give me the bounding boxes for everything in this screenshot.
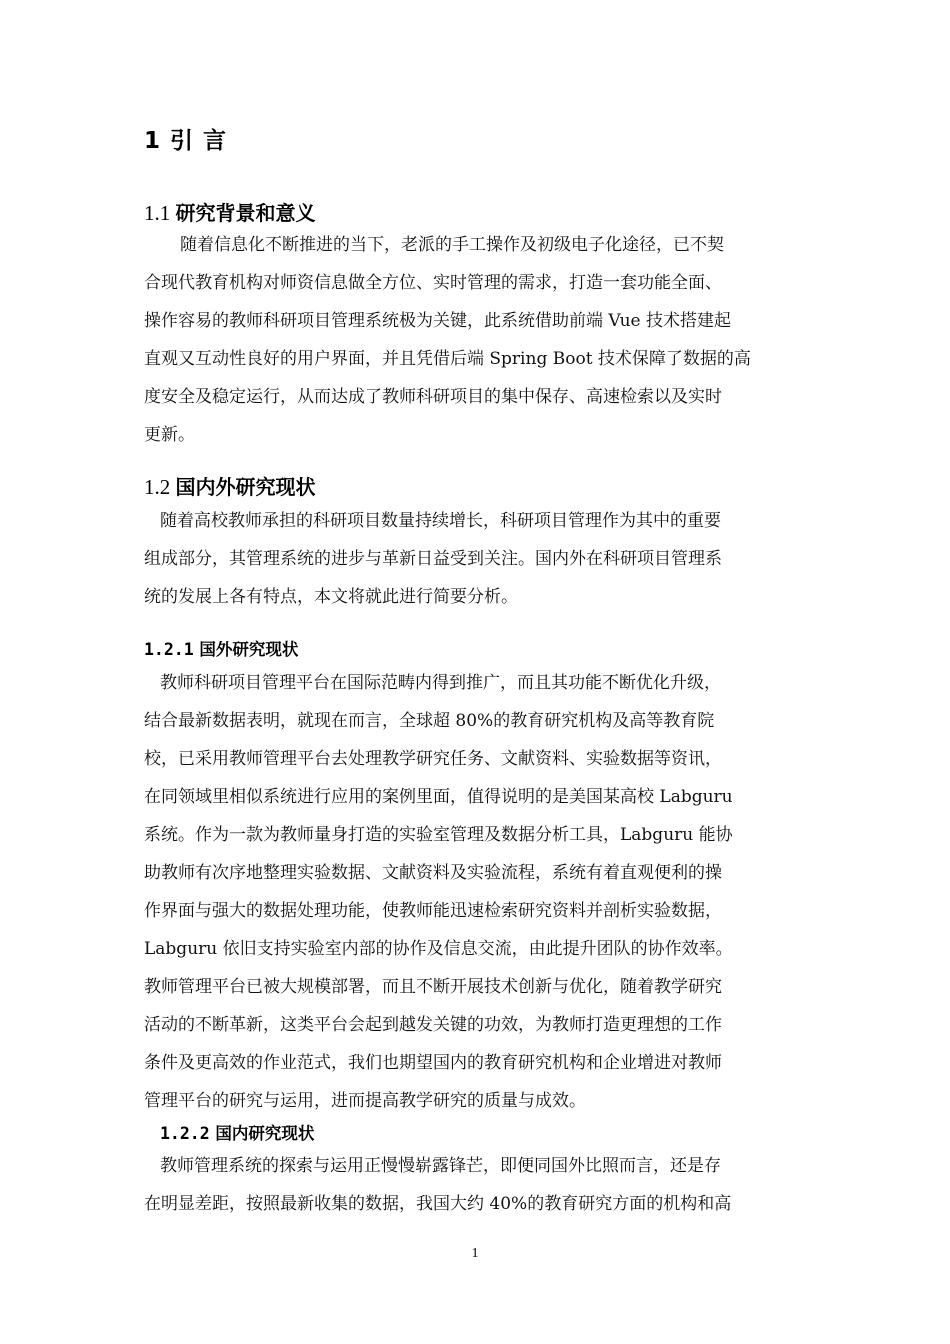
page-number: 1 <box>471 1246 479 1261</box>
text-line: 系统。作为一款为教师量身打造的实验室管理及数据分析工具，Labguru 能协 <box>144 825 733 845</box>
text-line: 统的发展上各有特点，本文将就此进行简要分析。 <box>144 587 518 607</box>
section-title: 研究背景和意义 <box>175 201 316 225</box>
text-line: 随着信息化不断推进的当下，老派的手工操作及初级电子化途径，已不契 <box>180 235 724 255</box>
text-line: 结合最新数据表明，就现在而言，全球超 80%的教育研究机构及高等教育院 <box>144 711 715 731</box>
section-title: 国内外研究现状 <box>175 475 316 499</box>
chapter-title: 1 引 言 <box>144 128 228 154</box>
text-line: 作界面与强大的数据处理功能，使教师能迅速检索研究资料并剖析实验数据， <box>144 901 722 921</box>
paragraph-domestic-status <box>144 1147 808 1223</box>
section-heading-1-2 <box>144 471 316 500</box>
subsection-number: 1.2.2 <box>160 1124 210 1143</box>
section-number: 1.1 <box>144 201 171 225</box>
subsection-number: 1.2.1 <box>144 640 194 659</box>
subsection-title: 国内研究现状 <box>215 1124 315 1143</box>
paragraph-research-background <box>144 226 808 456</box>
text-line: 合现代教育机构对师资信息做全方位、实时管理的需求，打造一套功能全面、 <box>144 273 722 293</box>
subsection-title: 国外研究现状 <box>199 640 299 659</box>
text-line: 在同领域里相似系统进行应用的案例里面，值得说明的是美国某高校 Labguru <box>144 787 733 807</box>
text-line: 条件及更高效的作业范式，我们也期望国内的教育研究机构和企业增进对教师 <box>144 1053 722 1073</box>
text-line: 助教师有次序地整理实验数据、文献资料及实验流程，系统有着直观便利的操 <box>144 863 722 883</box>
text-line: 组成部分，其管理系统的进步与革新日益受到关注。国内外在科研项目管理系 <box>144 549 722 569</box>
text-line: 活动的不断革新，这类平台会起到越发关键的功效，为教师打造更理想的工作 <box>144 1015 722 1035</box>
text-line: 度安全及稳定运行，从而达成了教师科研项目的集中保存、高速检索以及实时 <box>144 387 722 407</box>
text-line: 管理平台的研究与运用，进而提高教学研究的质量与成效。 <box>144 1091 586 1111</box>
text-line: 在明显差距，按照最新收集的数据，我国大约 40%的教育研究方面的机构和高 <box>144 1194 732 1214</box>
section-number: 1.2 <box>144 475 171 499</box>
section-heading-1-1 <box>144 197 316 226</box>
text-line: 随着高校教师承担的科研项目数量持续增长，科研项目管理作为其中的重要 <box>160 511 721 531</box>
paragraph-foreign-status <box>144 664 808 1120</box>
subsection-heading-1-2-1 <box>144 636 298 660</box>
subsection-heading-1-2-2 <box>160 1120 314 1144</box>
text-line: 校，已采用教师管理平台去处理教学研究任务、文献资料、实验数据等资讯， <box>144 749 722 769</box>
text-line: 教师科研项目管理平台在国际范畴内得到推广，而且其功能不断优化升级， <box>160 673 721 693</box>
text-line: 操作容易的教师科研项目管理系统极为关键，此系统借助前端 Vue 技术搭建起 <box>144 311 732 331</box>
text-line: 直观又互动性良好的用户界面，并且凭借后端 Spring Boot 技术保障了数据的高 <box>144 349 751 369</box>
text-line: Labguru 依旧支持实验室内部的协作及信息交流，由此提升团队的协作效率。 <box>144 939 733 959</box>
text-line: 教师管理系统的探索与运用正慢慢崭露锋芒，即便同国外比照而言，还是存 <box>160 1156 721 1176</box>
paragraph-research-status <box>144 502 808 618</box>
text-line: 更新。 <box>144 425 195 445</box>
text-line: 教师管理平台已被大规模部署，而且不断开展技术创新与优化，随着教学研究 <box>144 977 722 997</box>
